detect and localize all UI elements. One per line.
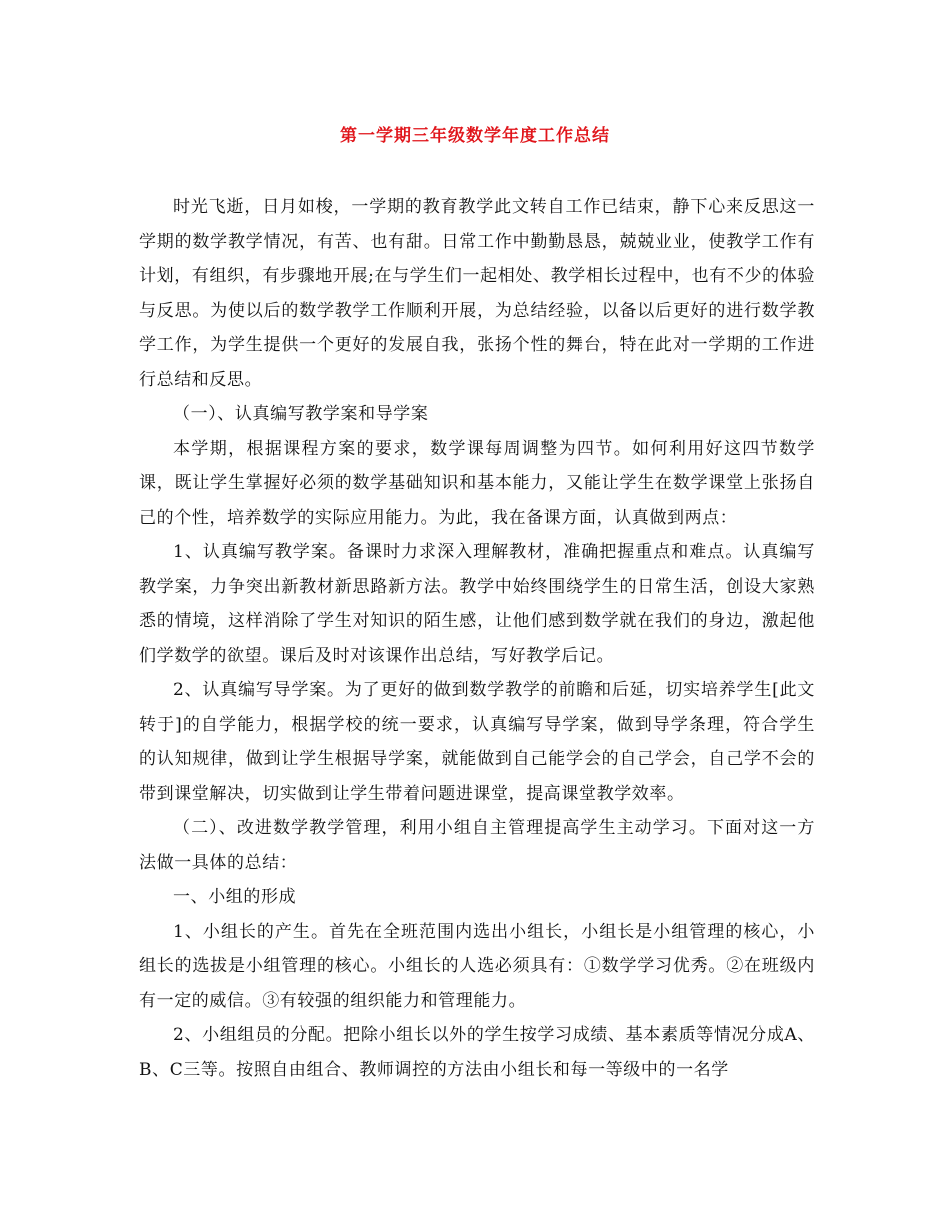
paragraph-point-1: 1、认真编写教学案。备课时力求深入理解教材，准确把握重点和难点。认真编写教学案，力争突出新教材新思路新方法。教学中始终围绕学生的日常生活，创设大家熟悉的情境，这样消除了学生对知识的陌生感，让他们感到数学就在我们的身边，激起他们学数学的欲望。课后及时对该课作出总结，写好教学后记。 xyxy=(139,542,815,666)
paragraph-intro: 时光飞逝，日月如梭，一学期的教育教学此文转自工作已结束，静下心来反思这一学期的数学教学情况，有苦、也有甜。日常工作中勤勤恳恳，兢兢业业，使教学工作有计划，有组织，有步骤地开展;在与学生们一起相处、教学相长过程中，也有不少的体验与反思。为使以后的数学教学工作顺利开展，为总结经验，以备以后更好的进行数学教学工作，为学生提供一个更好的发展自我，张扬个性的舞台，特在此对一学期的工作进行总结和反思。 xyxy=(139,197,815,390)
paragraph-group-leader: 1、小组长的产生。首先在全班范围内选出小组长，小组长是小组管理的核心，小组长的选拔是小组管理的核心。小组长的人选必须具有：①数学学习优秀。②在班级内有一定的威信。③有较强的组织能力和管理能力。 xyxy=(139,921,815,1011)
paragraph-section-1: 本学期，根据课程方案的要求，数学课每周调整为四节。如何利用好这四节数学课，既让学生掌握好必须的数学基础知识和基本能力，又能让学生在数学课堂上张扬自己的个性，培养数学的实际应用能力。为此，我在备课方面，认真做到两点： xyxy=(139,438,815,528)
section-heading-2: （二）、改进数学教学管理，利用小组自主管理提高学生主动学习。下面对这一方法做一具体的总结： xyxy=(139,818,815,873)
subsection-heading: 一、小组的形成 xyxy=(173,887,297,907)
section-heading-1: （一）、认真编写教学案和导学案 xyxy=(173,404,429,424)
document-title: 第一学期三年级数学年度工作总结 xyxy=(340,126,610,146)
document-body xyxy=(139,190,815,1087)
paragraph-group-members: 2、小组组员的分配。把除小组长以外的学生按学习成绩、基本素质等情况分成A、B、C三等。按照自由组合、教师调控的方法由小组长和每一等级中的一名学 xyxy=(139,1025,815,1080)
paragraph-point-2: 2、认真编写导学案。为了更好的做到数学教学的前瞻和后延，切实培养学生[此文转于]的自学能力，根据学校的统一要求，认真编写导学案，做到导学条理，符合学生的认知规律，做到让学生根据导学案，就能做到自己能学会的自己学会，自己学不会的带到课堂解决，切实做到让学生带着问题进课堂，提高课堂教学效率。 xyxy=(139,680,815,804)
